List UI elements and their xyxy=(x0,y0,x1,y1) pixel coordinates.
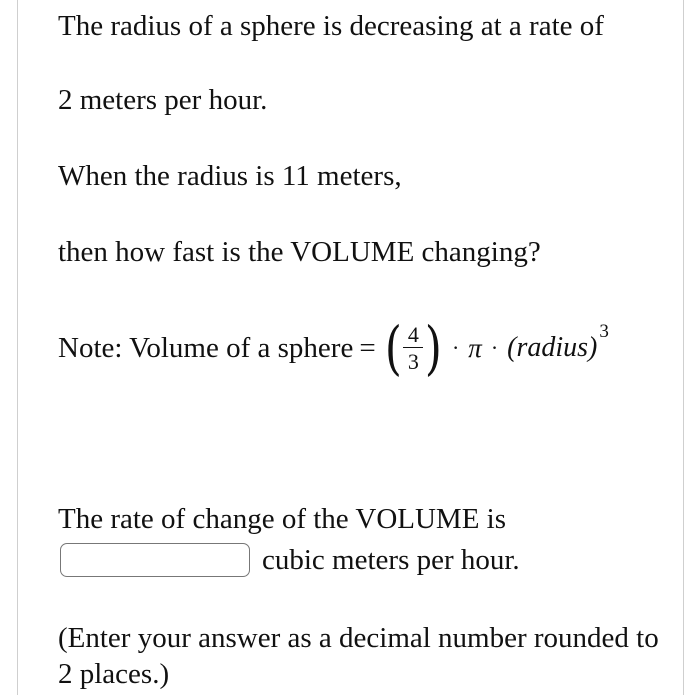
fraction-numerator: 4 xyxy=(407,321,419,347)
problem-line-1: The radius of a sphere is decreasing at a rate of xyxy=(58,10,604,42)
fraction xyxy=(403,323,423,374)
answer-row xyxy=(58,540,520,580)
problem-line-2: 2 meters per hour. xyxy=(58,84,268,116)
radius-variable: (radius) xyxy=(507,332,598,363)
left-paren: ( xyxy=(384,314,402,382)
answer-intro: The rate of change of the VOLUME is xyxy=(58,503,507,535)
instruction-line-1: (Enter your answer as a decimal number rounded to xyxy=(58,622,659,654)
multiply-dot-1: · xyxy=(451,335,460,360)
volume-formula-note xyxy=(58,308,609,388)
problem-line-3: When the radius is 11 meters, xyxy=(58,160,402,192)
problem-line-4: then how fast is the VOLUME changing? xyxy=(58,236,541,268)
equals-sign: = xyxy=(359,331,376,364)
note-prefix: Note: Volume of a sphere xyxy=(58,331,354,364)
question-panel xyxy=(17,0,684,695)
answer-units: cubic meters per hour. xyxy=(262,543,520,576)
fraction-denominator: 3 xyxy=(407,349,419,375)
multiply-dot-2: · xyxy=(490,335,499,360)
answer-input[interactable] xyxy=(60,543,250,577)
right-paren: ) xyxy=(425,314,443,382)
pi-symbol: π xyxy=(468,332,482,363)
exponent: 3 xyxy=(599,321,609,342)
instruction-line-2: 2 places.) xyxy=(58,658,170,690)
